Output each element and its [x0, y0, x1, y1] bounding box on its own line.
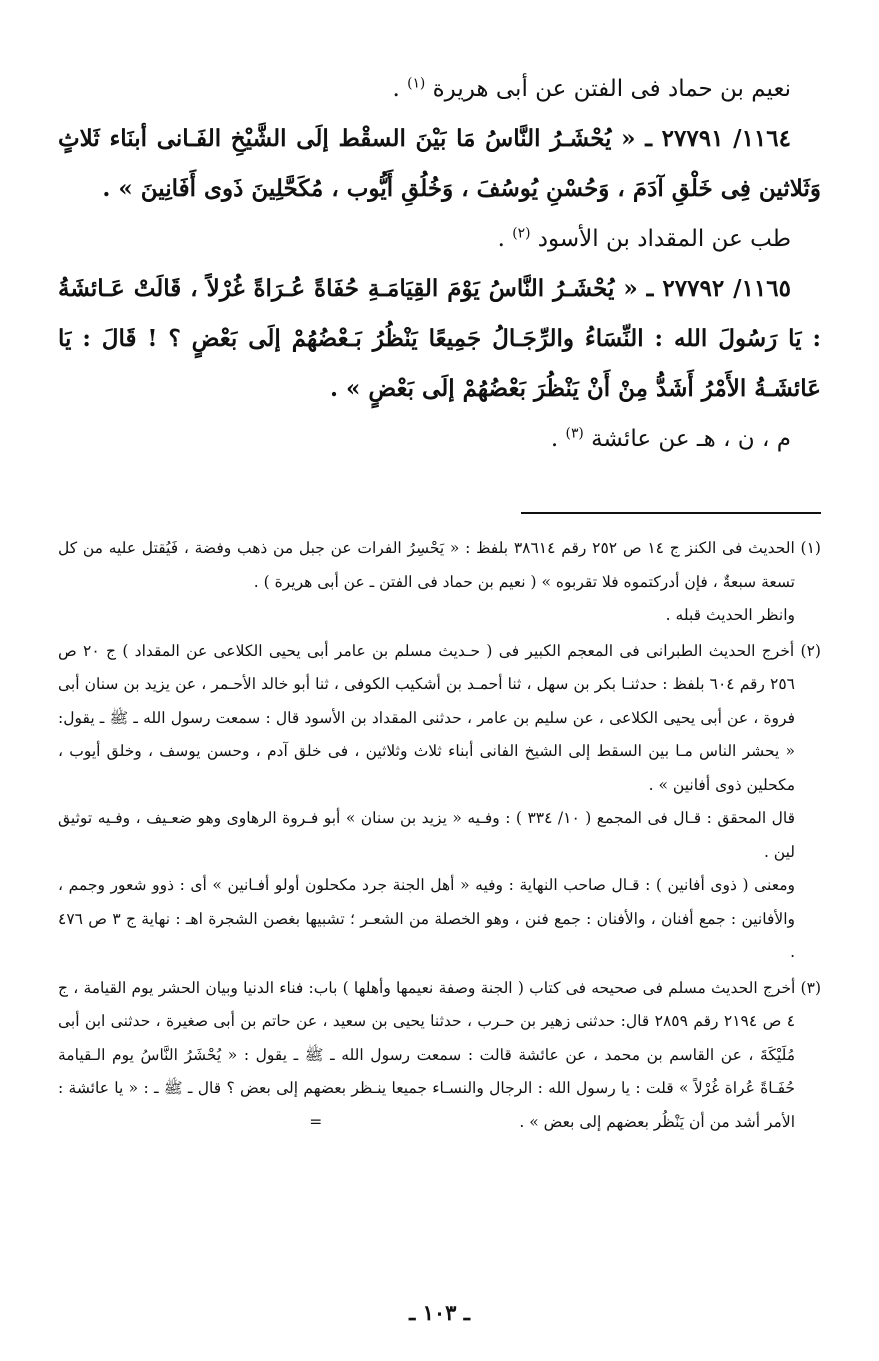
footnotes — [58, 532, 821, 1139]
source-line: طب عن المقداد بن الأسود $^{(٢)}$ . — [497, 225, 791, 252]
continuation-mark: = — [309, 1112, 323, 1131]
footnote-text: وانظر الحديث قبله . — [665, 606, 795, 624]
footnote-text: (٢) أخرج الحديث الطبرانى فى المعجم الكبير فى ( حـديث مسلم بن عامر أبى يحيى الكلاعى عن المقداد ) ج ٢٠ ص ٢٥٦ رقم ٦٠٤ بلفظ : حدثنـا بكر بن سهل ، ثنا أحمـد بن أشكيب الكوفى ، ثنا أبو خالد الأحـمر ، عن يزيد بن سنان أبى فروة ، عن أبى يحيى الكلاعى ، عن سليم بن عامر ، حدثنى المقداد بن الأسود قال : سمعت رسول الله ـ ﷺ ـ يقول: « يحشر الناس مـا بين السقط إلى الشيخ الفانى أبناء ثلاث وثلاثين ، فى خلق آدم ، وحسن يوسف ، وخلق أيوب ، مكحلين ذوى أفانين » . — [58, 641, 821, 794]
footnote-text — [58, 972, 821, 1140]
footnote-divider — [521, 512, 821, 514]
hadith-entry: ١١٦٤/ ٢٧٧٩١ ـ « يُحْشَـرُ النَّاسُ مَا بَيْنَ السقْط إلَى الشَّيْخِ الفَـانى أبنَاء ثَلاثٍ وَثَلاثين فِى خَلْقِ آدَمَ ، وَحُسْنِ يُوسُفَ ، وَخُلُقِ أَيُّوب ، مُكَحَّلِينَ ذَوى أَفَانِينَ » . — [58, 125, 821, 202]
source-line: م ، ن ، هـ عن عائشة $^{(٣)}$ . — [550, 425, 791, 452]
main-text — [58, 64, 821, 464]
footnote-text: ومعنى ( ذوى أفانين ) : قـال صاحب النهاية : وفيه « أهل الجنة جرد مكحلون أولو أفـانين » أى : ذوو شعور وجمم ، والأفانين : جمع أفنان ، والأفنان : جمع فنن ، وهو الخصلة من الشعـر ؛ تشبيها بغصن الشجرة اهـ : نهاية ج ٣ ص ٤٧٦ . — [58, 876, 796, 961]
hadith-entry: ١١٦٥/ ٢٧٧٩٢ ـ « يُحْشَـرُ النَّاسُ يَوْمَ القِيَامَـةِ حُفَاةً عُـرَاةً غُرْلاً ، قَالَتْ عَـائشَةُ : يَا رَسُولَ الله : النِّسَاءُ والرِّجَـالُ جَمِيعًا يَنْظُرُ بَـعْضُهُمْ إلَى بَعْضٍ ؟ ! قَالَ : يَا عَائشَـةُ الأَمْرُ أَشَدُّ مِنْ أَنْ يَنْظُرَ بَعْضُهُمْ إلَى بَعْضٍ » . — [58, 275, 821, 402]
footnote-ref: (١) — [407, 75, 426, 92]
footnote-text: (١) الحديث فى الكنز ج ١٤ ص ٢٥٢ رقم ٣٨٦١٤ بلفظ : « يَحْسِرُ الفرات عن جبل من ذهب وفضة ، فَيُقتل عليه من كل تسعة سبعةٌ ، فإن أدركتموه فلا تقربوه » ( نعيم بن حماد فى الفتن ـ عن أبى هريرة ) . — [58, 539, 821, 591]
source-text: نعيم بن حماد فى الفتن عن أبى هريرة — [432, 76, 791, 102]
footnote-3 — [58, 972, 821, 1140]
footnote-ref: (٢) — [512, 225, 531, 242]
footnote-text: قال المحقق : قـال فى المجمع ( ١٠/ ٣٣٤ ) : وفـيه « يزيد بن سنان » أبو فـروة الرهاوى وهو ضعـيف ، وفـيه توثيق لين . — [58, 809, 795, 861]
page-number: ـ ١٠٣ ـ — [409, 1300, 470, 1325]
footnote-1 — [58, 532, 821, 633]
source-text: طب عن المقداد بن الأسود — [537, 226, 791, 252]
footnote-ref: (٣) — [565, 425, 584, 442]
source-text: م ، ن ، هـ عن عائشة — [591, 426, 791, 452]
source-line: نعيم بن حماد فى الفتن عن أبى هريرة $^{(١)}$ . — [392, 75, 791, 102]
footnote-body: (٣) أخرج الحديث مسلم فى صحيحه فى كتاب ( الجنة وصفة نعيمها وأهلها ) باب: فناء الدنيا وبيان الحشر يوم القيامة ، ج ٤ ص ٢١٩٤ رقم ٢٨٥٩ قال: حدثنى زهير بن حـرب ، حدثنا يحيى بن سعيد ، عن حاتم بن أبى صغيرة ، حدثنى ابن أبى مُلَيْكَةَ ، عن القاسم بن محمد ، عن عائشة قالت : سمعت رسول الله ـ ﷺ ـ يقول : « يُحْشَرُ النَّاسُ يوم الـقيامة حُفَـاةً عُراة غُرْلاً » قلت : يا رسول الله : الرجال والنسـاء جميعا ينـظر بعضهم إلى بعض ؟ قال ـ ﷺ ـ : « يا عائشة : الأمر أشد من أن يَنْظُر بعضهم إلى بعض » . — [58, 978, 821, 1131]
footnote-2 — [58, 635, 821, 970]
